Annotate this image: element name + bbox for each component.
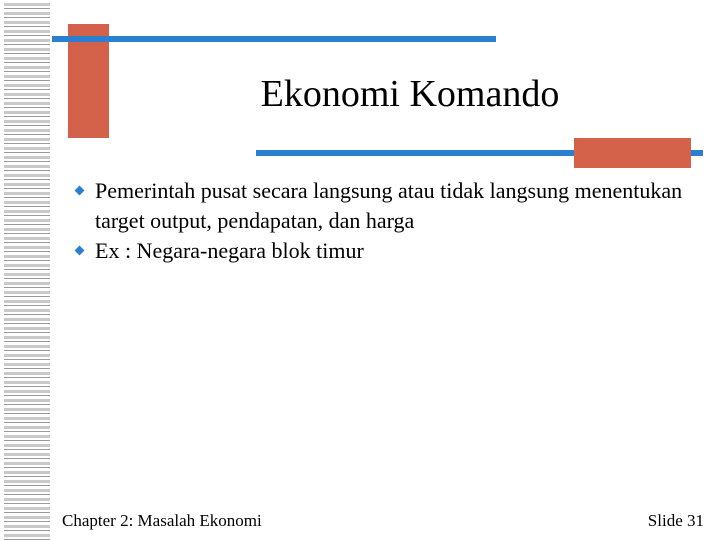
- bullet-item: [74, 176, 704, 236]
- bullet-list: [74, 176, 704, 266]
- diamond-bullet-icon: [75, 186, 85, 196]
- bullet-text: Ex : Negara-negara blok timur: [95, 238, 364, 263]
- bullet-item: [74, 236, 704, 266]
- footer-chapter: Chapter 2: Masalah Ekonomi: [62, 511, 262, 530]
- bullet-text: Pemerintah pusat secara langsung atau tidak langsung menentukan target output, pendapatan, dan harga: [95, 178, 683, 233]
- slide-title: Ekonomi Komando: [260, 73, 560, 115]
- diamond-bullet-icon: [75, 246, 85, 256]
- accent-block: [574, 138, 691, 168]
- title-rule-top: [52, 36, 496, 42]
- decorative-stripe-border: [0, 0, 50, 540]
- slide-number: Slide 31: [647, 511, 704, 530]
